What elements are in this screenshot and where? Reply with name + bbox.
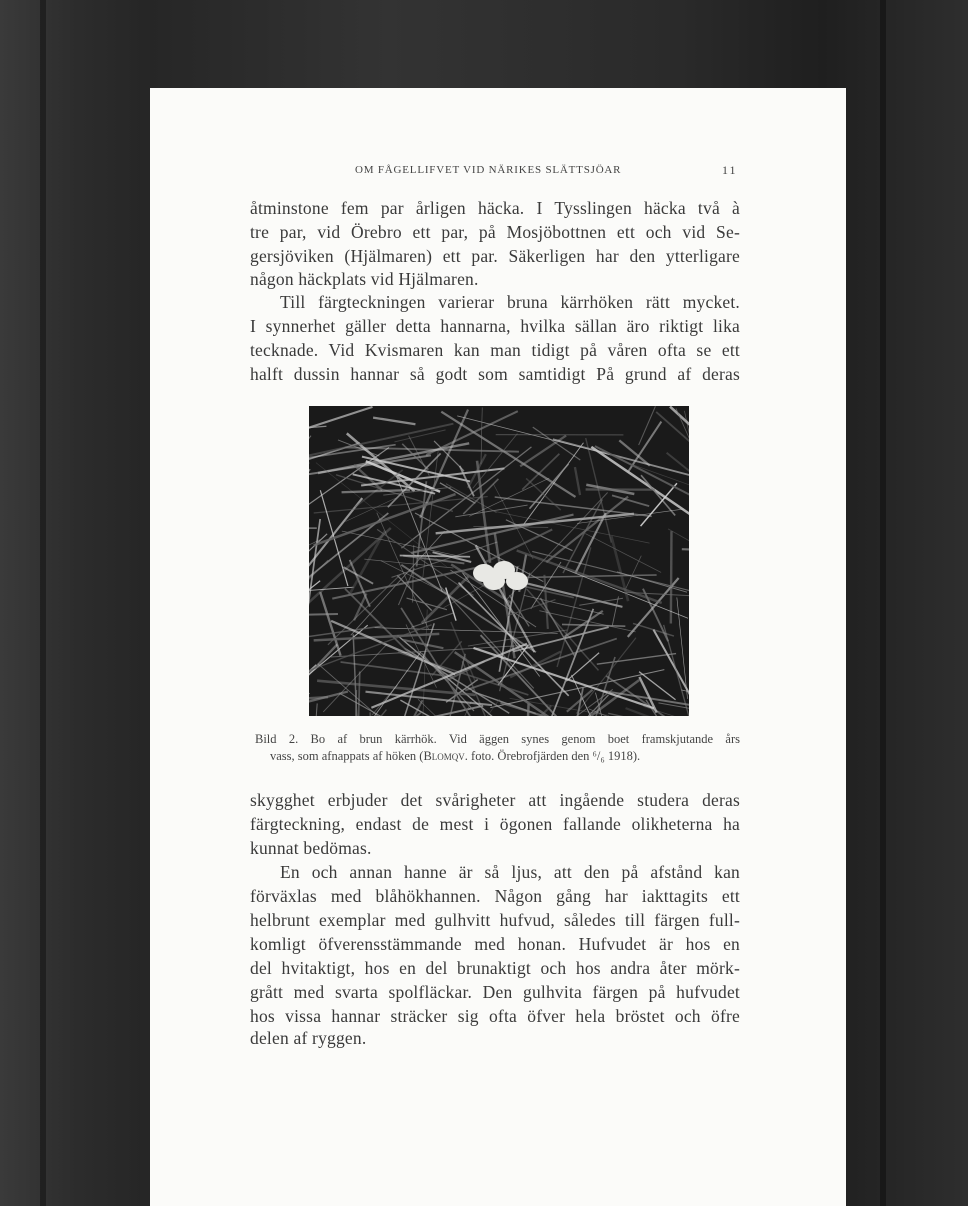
text-line: någon häckplats vid Hjälmaren. [250, 269, 479, 289]
reed-stroke [671, 531, 672, 623]
text-line: halft dussin hannar så godt som samtidigt På grund af deras [250, 364, 740, 384]
reed-stroke [309, 407, 373, 470]
caption-text: . foto. Örebrofjärden den ⁶/₆ 1918). [464, 749, 641, 763]
reed-stroke [396, 476, 442, 592]
reed-stroke [676, 408, 689, 488]
reed-stroke [342, 531, 461, 556]
text-line: del hvitaktigt, hos en del brunaktigt och hos andra åter mörk- [250, 958, 740, 978]
reed-stroke [612, 596, 618, 625]
reed-stroke [373, 418, 415, 425]
reed-stroke [309, 426, 326, 436]
reed-stroke [459, 583, 569, 696]
scanner-shadow [40, 0, 46, 1206]
page-number: 11 [722, 163, 738, 177]
text-line: helbrunt exemplar med gulhvitt hufvud, således till färgen full- [250, 910, 740, 930]
text-line: färgteckning, endast de mest i ögonen fallande olikheterna ha [250, 814, 740, 834]
text-line: tre par, vid Örebro ett par, på Mosjöbottnen ett och vid Se- [250, 222, 740, 242]
reed-stroke [455, 652, 588, 716]
reed-stroke [417, 481, 427, 566]
scanner-shadow [880, 0, 886, 1206]
reed-stroke [400, 555, 470, 556]
reed-nest-image [309, 406, 689, 716]
reed-stroke [350, 560, 370, 607]
reed-stroke [309, 644, 337, 675]
reed-stroke [354, 593, 366, 620]
reed-stroke [355, 470, 403, 507]
caption-text: vass, som afnappats af höken ( [270, 749, 424, 763]
reed-stroke [309, 436, 311, 554]
reed-stroke [436, 514, 634, 534]
reed-stroke [473, 434, 518, 489]
reed-stroke [682, 549, 689, 556]
reed-stroke [375, 628, 558, 634]
figure-caption-line-2 [270, 748, 755, 765]
reed-stroke [426, 411, 518, 455]
reed-stroke [527, 589, 599, 670]
figure-caption-line-1: Bild 2. Bo af brun kärrhök. Vid äggen synes genom boet framskjutande års [255, 732, 740, 746]
reed-stroke [626, 556, 642, 589]
reed-stroke [314, 494, 456, 545]
running-title: OM FÅGELLIFVET VID NÄRIKES SLÄTTSJÖAR [355, 164, 622, 176]
text-line: grått med svarta spolfläckar. Den gulhvita färgen på hufvudet [250, 982, 740, 1002]
reed-stroke [533, 427, 580, 460]
reed-stroke [641, 475, 675, 515]
reed-stroke [562, 624, 625, 626]
text-line: komligt öfverensstämmande med honan. Hufvudet är hos en [250, 934, 740, 954]
reed-stroke [361, 468, 504, 485]
reed-stroke [314, 497, 488, 513]
text-line: åtminstone fem par årligen häcka. I Tysslingen häcka två à [250, 198, 740, 218]
nest-photograph [309, 406, 689, 716]
reed-stroke [633, 623, 674, 636]
reed-stroke [585, 534, 661, 573]
reed-stroke [677, 597, 688, 698]
reed-stroke [608, 713, 689, 716]
reed-stroke [597, 654, 676, 665]
book-page [150, 88, 846, 1206]
text-line: kunnat bedömas. [250, 838, 372, 858]
reed-stroke [575, 467, 580, 495]
reed-stroke [318, 664, 419, 716]
reed-stroke [309, 614, 338, 616]
text-line: I synnerhet gäller detta hannarna, hvilka sällan äro riktigt lika [250, 316, 740, 336]
text-line: delen af ryggen. [250, 1028, 367, 1048]
text-line: tecknade. Vid Kvismaren kan man tidigt på våren ofta se ett [250, 340, 740, 360]
reed-stroke [540, 598, 574, 656]
reed-stroke [353, 690, 356, 716]
reed-stroke [315, 703, 317, 716]
egg [483, 572, 505, 590]
text-line: hos vissa hannar sträcker sig ofta öfver hela bröstet och öfre [250, 1006, 740, 1026]
reed-stroke [411, 613, 453, 627]
text-line: Till färgteckningen varierar bruna kärrhöken rätt mycket. [280, 292, 740, 312]
reed-stroke [342, 490, 410, 492]
caption-author: Blomqv [423, 749, 465, 763]
text-line: skygghet erbjuder det svårigheter att ingående studera deras [250, 790, 740, 810]
reed-stroke [611, 536, 628, 601]
reed-stroke [411, 515, 573, 553]
text-line: En och annan hanne är så ljus, att den på afstånd kan [280, 862, 740, 882]
egg [506, 572, 528, 590]
text-line: gersjöviken (Hjälmaren) ett par. Säkerligen har den ytterligare [250, 246, 740, 266]
reed-stroke [563, 499, 602, 573]
reed-stroke [639, 406, 656, 445]
text-line: förväxlas med blåhökhannen. Någon gång har iakttagits ett [250, 886, 740, 906]
reed-stroke [357, 672, 360, 716]
reed-stroke [345, 589, 413, 657]
reed-stroke [381, 561, 448, 595]
